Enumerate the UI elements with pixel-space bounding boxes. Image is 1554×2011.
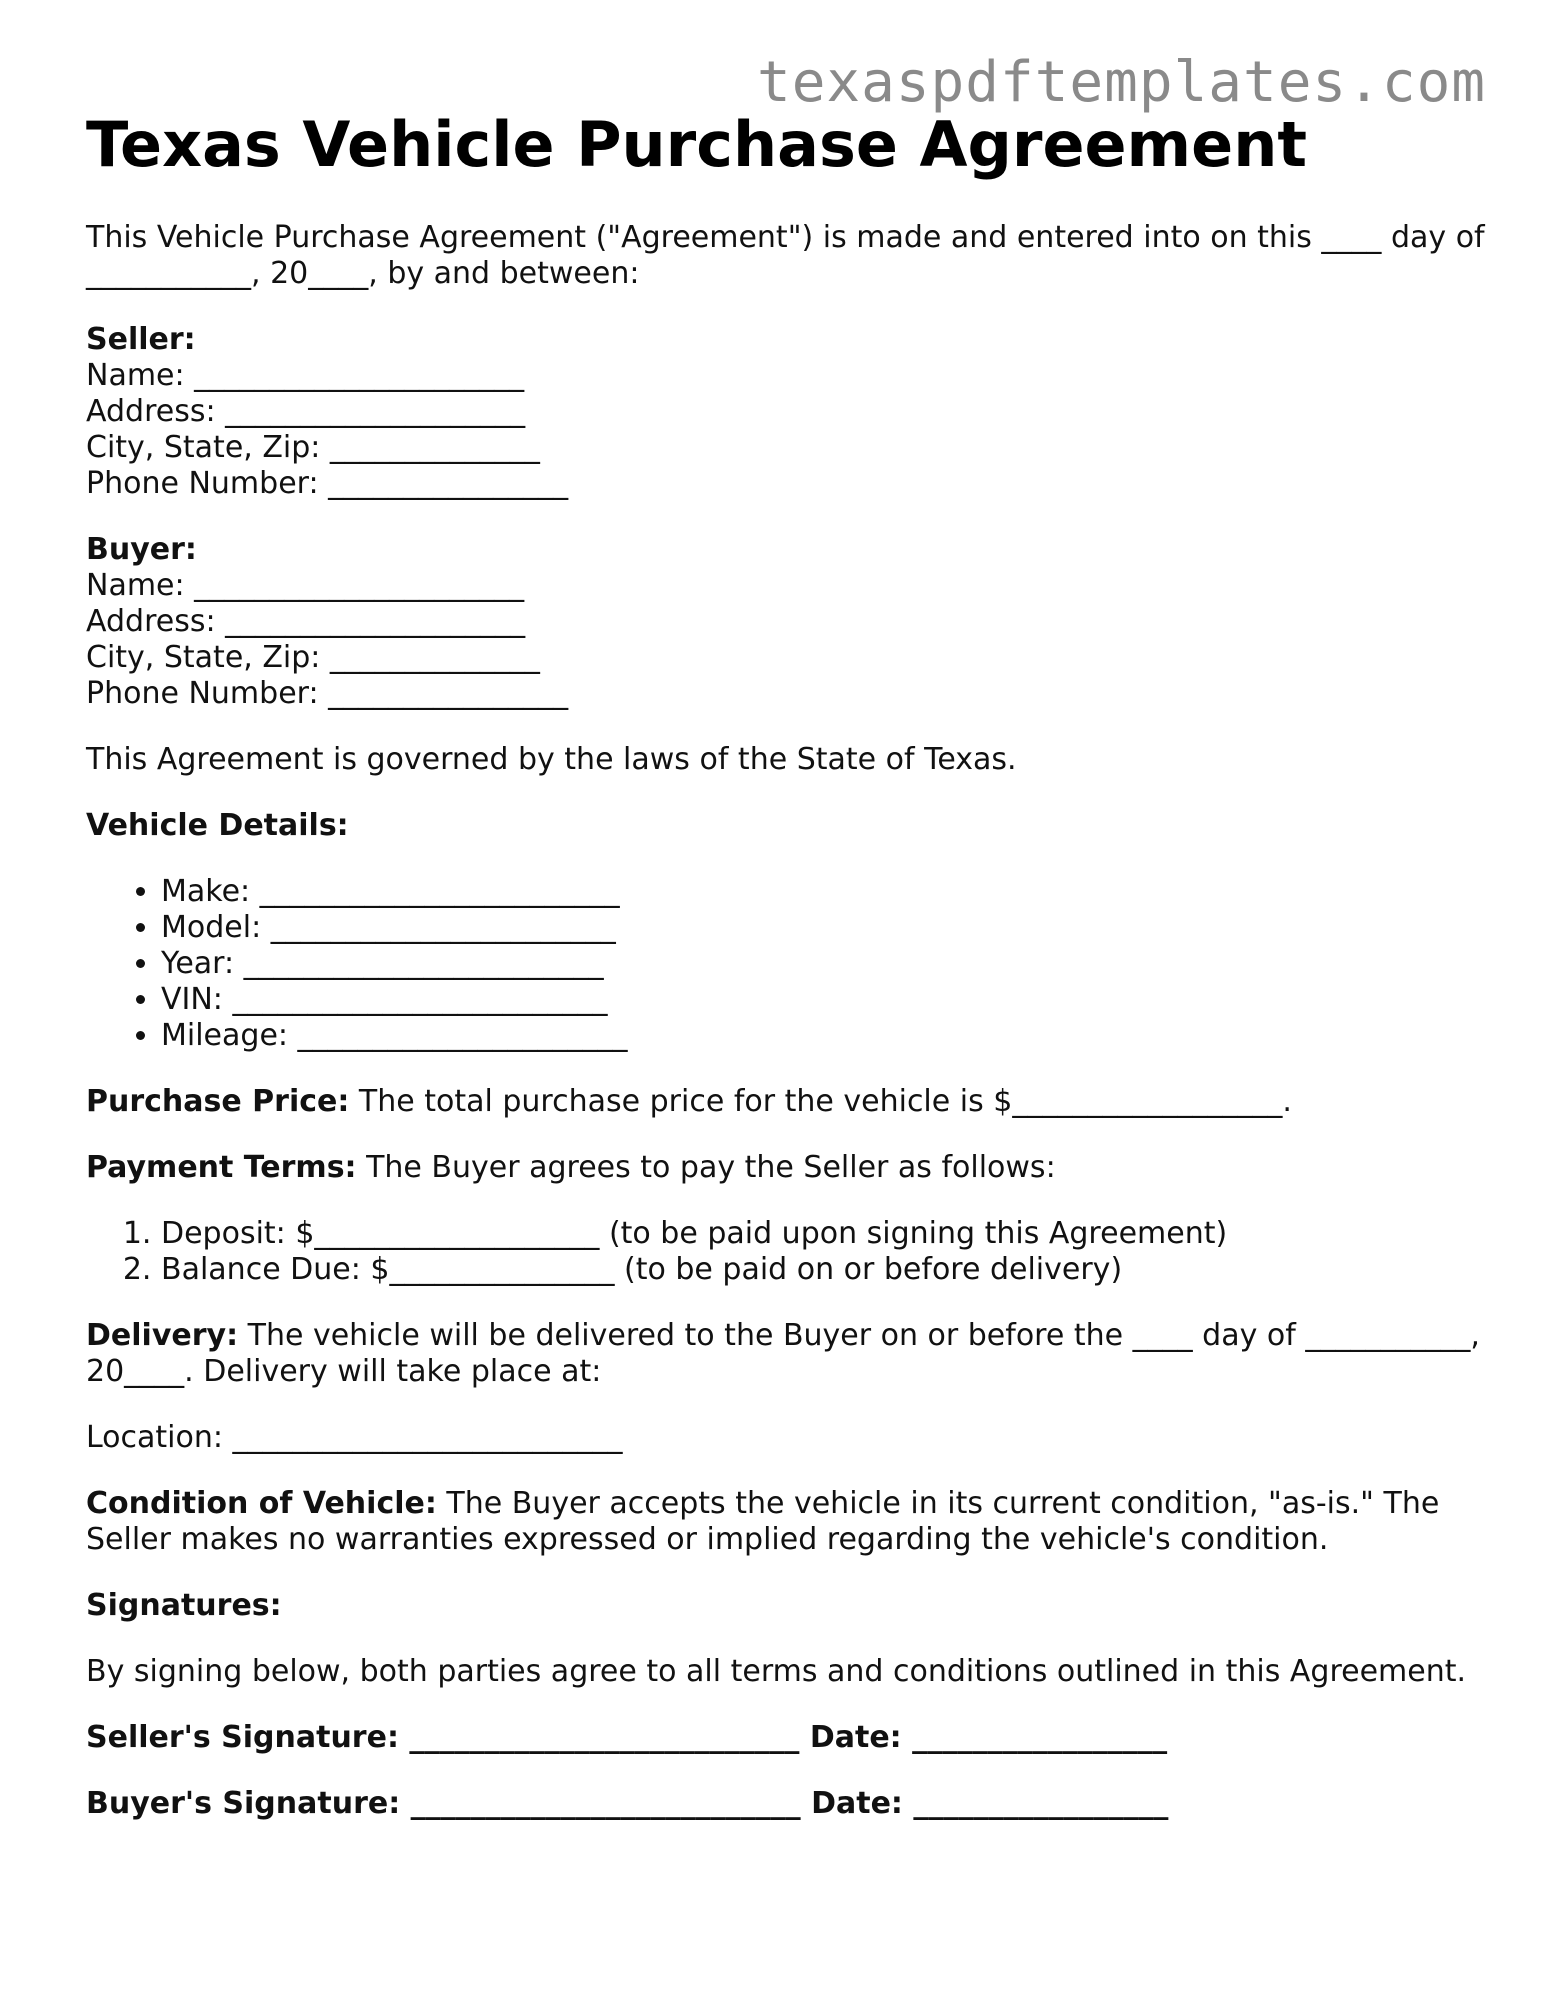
buyer-phone-field: Phone Number: ________________ — [86, 676, 569, 711]
seller-heading: Seller: — [86, 322, 196, 357]
condition-paragraph — [86, 1486, 1486, 1558]
location-field: Location: __________________________ — [86, 1420, 623, 1455]
buyer-signature-line — [86, 1786, 1486, 1822]
intro-paragraph: This Vehicle Purchase Agreement ("Agreement") is made and entered into on this ____ day of ___________, 20____, by and between: — [86, 220, 1485, 291]
buyer-city-field: City, State, Zip: ______________ — [86, 640, 540, 675]
buyer-section — [86, 532, 1486, 712]
seller-address-field: Address: ____________________ — [86, 394, 526, 429]
seller-section — [86, 322, 1486, 502]
vehicle-mileage-field: • Mileage: ______________________ — [161, 1018, 1486, 1054]
watermark: texaspdftemplates.com — [756, 50, 1486, 115]
condition-text: The Buyer accepts the vehicle in its current condition, "as-is." The Seller makes no warranties expressed or implied regarding the vehicle's condition. — [86, 1486, 1440, 1557]
purchase-price-label: Purchase Price: — [86, 1084, 350, 1119]
purchase-price-paragraph — [86, 1084, 1486, 1120]
delivery-paragraph — [86, 1318, 1486, 1390]
vehicle-make-field: • Make: ________________________ — [161, 874, 1486, 910]
vehicle-vin-field: • VIN: _________________________ — [161, 982, 1486, 1018]
buyer-signature-text: Buyer's Signature: __________________________ Date: _________________ — [86, 1786, 1169, 1821]
deposit-field: 1. Deposit: $___________________ (to be paid upon signing this Agreement) — [161, 1216, 1486, 1252]
vehicle-year-field: • Year: ________________________ — [161, 946, 1486, 982]
governing-law-paragraph: This Agreement is governed by the laws of the State of Texas. — [86, 742, 1017, 777]
seller-city-field: City, State, Zip: ______________ — [86, 430, 540, 465]
signatures-heading: Signatures: — [86, 1588, 282, 1623]
seller-phone-field: Phone Number: ________________ — [86, 466, 569, 501]
payment-terms-text: The Buyer agrees to pay the Seller as follows: — [356, 1150, 1056, 1185]
balance-due-field: 2. Balance Due: $_______________ (to be paid on or before delivery) — [161, 1252, 1486, 1288]
seller-signature-line — [86, 1720, 1486, 1756]
payment-terms-list — [86, 1216, 1486, 1288]
seller-name-field: Name: ______________________ — [86, 358, 525, 393]
buyer-heading: Buyer: — [86, 532, 197, 567]
purchase-price-text: The total purchase price for the vehicle is $__________________. — [349, 1084, 1292, 1119]
vehicle-details-list — [86, 874, 1486, 1054]
payment-terms-paragraph — [86, 1150, 1486, 1186]
condition-label: Condition of Vehicle: — [86, 1486, 437, 1521]
page-title: Texas Vehicle Purchase Agreement — [86, 108, 1307, 181]
vehicle-model-field: • Model: _______________________ — [161, 910, 1486, 946]
delivery-text: The vehicle will be delivered to the Buyer on or before the ____ day of ___________, 20____. Delivery will take place at: — [86, 1318, 1480, 1389]
seller-signature-text: Seller's Signature: __________________________ Date: _________________ — [86, 1720, 1168, 1755]
buyer-address-field: Address: ____________________ — [86, 604, 526, 639]
signatures-paragraph: By signing below, both parties agree to all terms and conditions outlined in this Agreement. — [86, 1654, 1467, 1689]
delivery-label: Delivery: — [86, 1318, 239, 1353]
payment-terms-label: Payment Terms: — [86, 1150, 357, 1185]
document-body — [86, 220, 1486, 1852]
vehicle-details-heading: Vehicle Details: — [86, 808, 349, 843]
buyer-name-field: Name: ______________________ — [86, 568, 525, 603]
